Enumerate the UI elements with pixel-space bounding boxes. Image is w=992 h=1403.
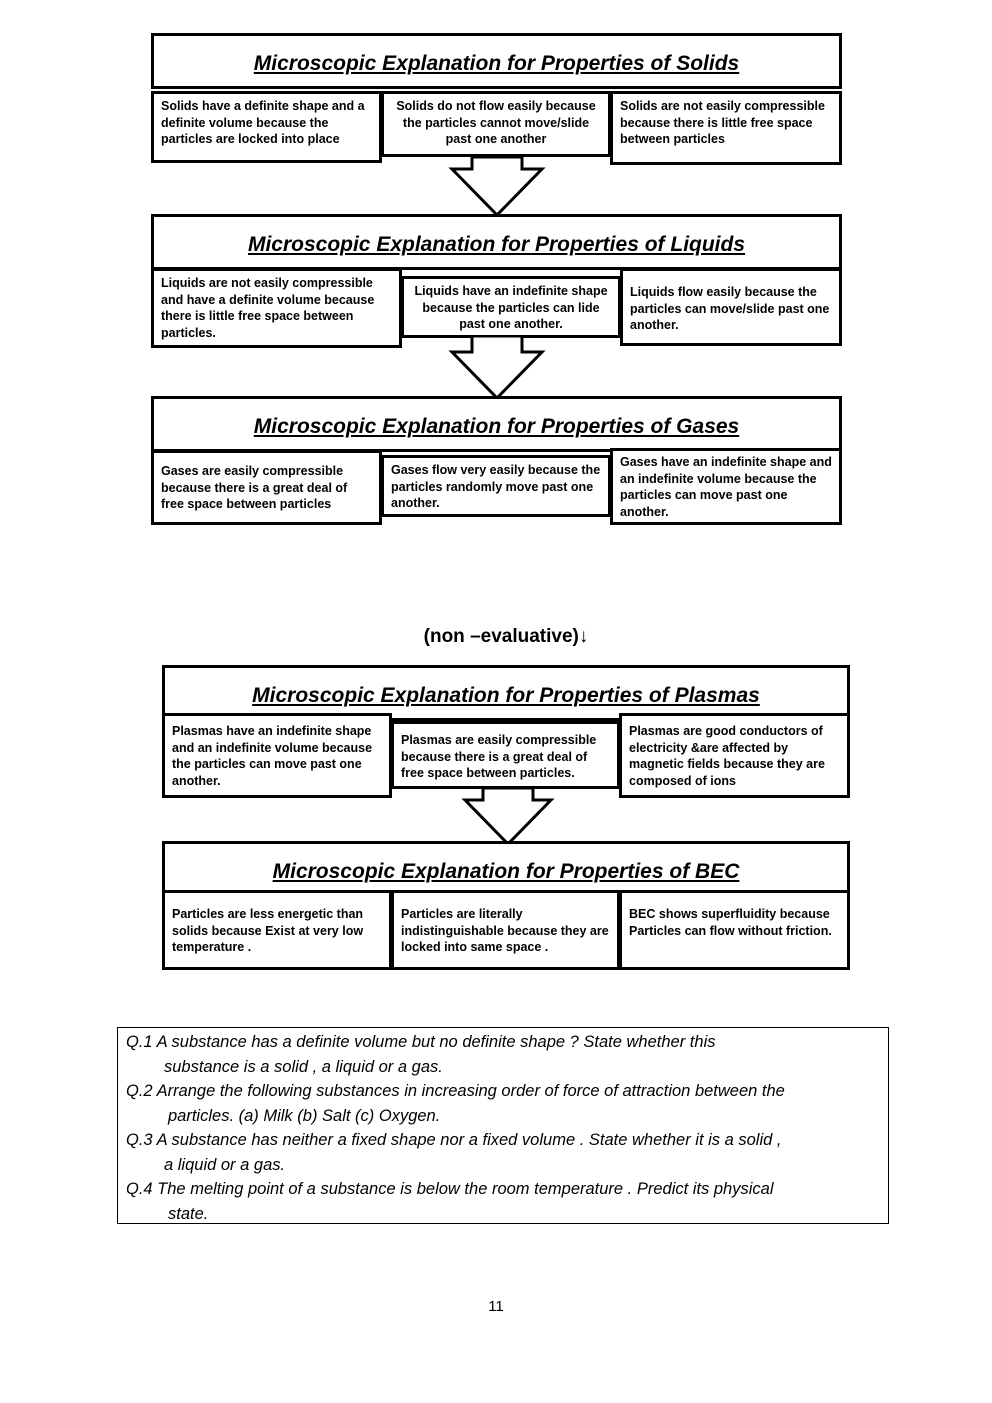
down-arrow-icon: [447, 157, 547, 217]
plasmas-cell-1: Plasmas have an indefinite shape and an indefinite volume because the particles can move past one another.: [162, 713, 392, 798]
question-3: [126, 1128, 880, 1177]
question-3-line-2: a liquid or a gas.: [164, 1155, 286, 1174]
bec-title-box: [162, 841, 850, 897]
question-4-line-1: Q.4 The melting point of a substance is below the room temperature . Predict its physical: [126, 1180, 774, 1198]
liquids-title: Microscopic Explanation for Properties of Liquids: [247, 233, 746, 256]
liquids-cell-3: Liquids flow easily because the particles can move/slide past one another.: [620, 268, 842, 346]
bec-cell-1: Particles are less energetic than solids because Exist at very low temperature .: [162, 890, 392, 970]
plasmas-cell-3: Plasmas are good conductors of electricity &are affected by magnetic fields because they are composed of ions: [619, 713, 850, 798]
gases-cell-1: Gases are easily compressible because there is a great deal of free space between particles: [151, 450, 382, 525]
question-2-line-1: Q.2 Arrange the following substances in increasing order of force of attraction between the: [126, 1082, 785, 1100]
liquids-cell-2: Liquids have an indefinite shape because the particles can lide past one another.: [401, 276, 621, 338]
question-4-line-2: state.: [168, 1204, 209, 1223]
questions-box: [117, 1027, 889, 1224]
gases-title: Microscopic Explanation for Properties of Gases: [253, 415, 740, 438]
gases-title-box: [151, 396, 842, 452]
gases-cell-2: Gases flow very easily because the particles randomly move past one another.: [381, 455, 611, 517]
solids-title-box: [151, 33, 842, 89]
plasmas-title: Microscopic Explanation for Properties of Plasmas: [252, 684, 760, 707]
liquids-cell-1: Liquids are not easily compressible and have a definite volume because there is little free space between particles.: [151, 268, 402, 348]
question-1-line-2: substance is a solid , a liquid or a gas.: [164, 1057, 443, 1076]
solids-title: Microscopic Explanation for Properties of Solids: [253, 52, 740, 75]
question-1-line-1: Q.1 A substance has a definite volume but no definite shape ? State whether this: [126, 1033, 716, 1051]
solids-cell-2: Solids do not flow easily because the particles cannot move/slide past one another: [381, 91, 611, 157]
question-3-line-1: Q.3 A substance has neither a fixed shape nor a fixed volume . State whether it is a solid ,: [126, 1131, 782, 1149]
liquids-title-box: [151, 214, 842, 270]
question-2-line-2: particles. (a) Milk (b) Salt (c) Oxygen.: [168, 1106, 441, 1125]
solids-cell-3: Solids are not easily compressible because there is little free space between particles: [610, 91, 842, 165]
non-evaluative-label: (non –evaluative)↓: [423, 626, 589, 647]
bec-cell-2: Particles are literally indistinguishable because they are locked into same space .: [391, 890, 620, 970]
gases-cell-3: Gases have an indefinite shape and an indefinite volume because the particles can move past one another.: [610, 448, 842, 525]
solids-cell-1: Solids have a definite shape and a definite volume because the particles are locked into place: [151, 91, 382, 163]
bec-title: Microscopic Explanation for Properties of BEC: [272, 860, 740, 883]
page-number: 11: [488, 1298, 504, 1315]
plasmas-cell-2: Plasmas are easily compressible because there is a great deal of free space between particles.: [391, 721, 620, 789]
down-arrow-icon: [458, 788, 558, 846]
down-arrow-icon: [447, 336, 547, 400]
question-4: [126, 1177, 880, 1226]
question-2: [126, 1079, 880, 1128]
question-1: [126, 1030, 880, 1079]
bec-cell-3: BEC shows superfluidity because Particles can flow without friction.: [619, 890, 850, 970]
